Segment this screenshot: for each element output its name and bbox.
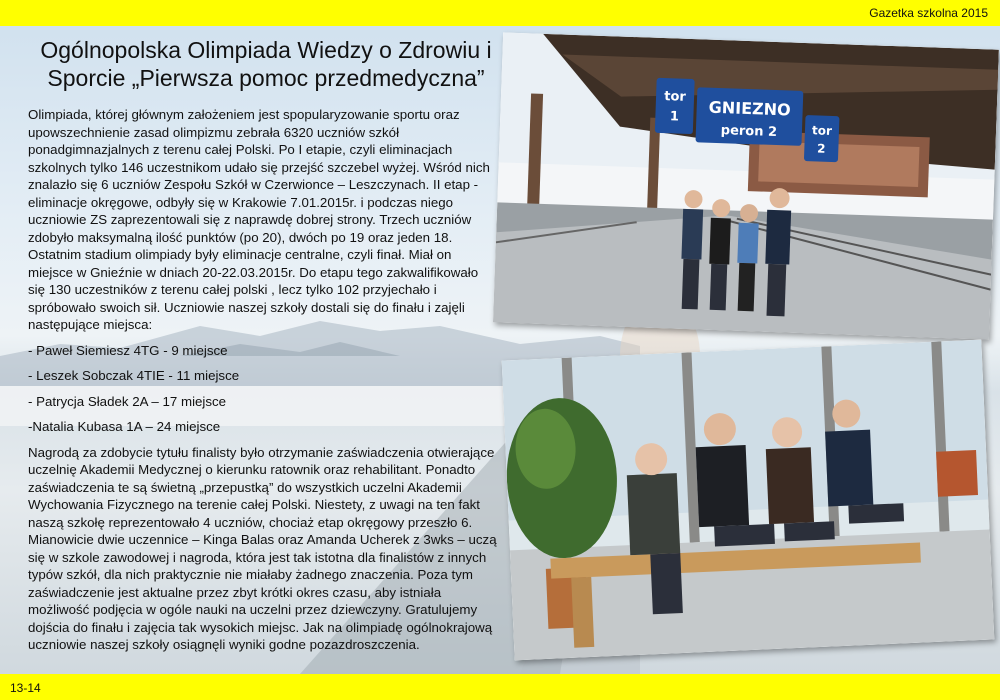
footer-bar: [0, 674, 1000, 700]
result-item: - Leszek Sobczak 4TIE - 11 miejsce: [28, 368, 240, 383]
result-item: - Paweł Siemiesz 4TG - 9 miejsce: [28, 342, 228, 358]
students-bench-image: [502, 340, 995, 661]
railway-station-image: [493, 32, 999, 339]
sign-track-1: [655, 78, 695, 134]
sign-track-1-label: tor: [664, 89, 687, 105]
article-paragraph-2: Nagrodą za zdobycie tytułu finalisty było otrzymanie zaświadczenia otwierające uczelnię Akademii Medycznej o kierunku ratownik oraz rehabilitant. Ponadto zaświadczenia te są świetną „przepustką” do wszystkich uczelni Akademii Wychowania Fizycznego na terenie całej Polski. Niestety, z uwagi na ten fakt naszą szkołę reprezentowało 4 uczniów, chociaż etap okręgowy przeszło 6. Mianowicie dwie uczennice – Kinga Balas oraz Amanda Ucherek z 3wks – uczą się w szkole zawodowej i nagroda, która jest tak istotna dla finalistów z innych typów szkół, dla nich praktycznie nie miałaby żadnego znaczenia. Poza tym zaświadczenie jest aktualne przez zbyt krótki okres czasu, aby istniała możliwość podjęcia w ogóle nauki na uczelni przez dziewczyny. Gratulujemy dojścia do finału i zajęcia tak wysokich miejsc. Jak na olimpiadę ogólnokrajową uczniowie naszej szkoły osiągnęli wyniki godne pozazdroszczenia.: [28, 444, 497, 652]
article-title: Ogólnopolska Olimpiada Wiedzy o Zdrowiu i Sporcie „Pierwsza pomoc przedmedyczna”: [40, 37, 492, 91]
sign-track-2-label: tor: [811, 123, 833, 138]
result-item: - Patrycja Sładek 2A – 17 miejsce: [28, 393, 227, 409]
photo-students-bench: [502, 340, 995, 661]
sign-gniezno-name: GNIEZNO: [708, 97, 792, 120]
sign-track-1-number: 1: [669, 109, 680, 125]
photo-railway-station: [493, 32, 999, 339]
result-item: -Natalia Kubasa 1A – 24 miejsce: [28, 419, 221, 434]
header-bar: [0, 0, 1000, 26]
article-body: [28, 106, 498, 662]
page-number: 13-14: [10, 681, 41, 695]
sign-track-2-number: 2: [816, 141, 826, 156]
article-paragraph-1: Olimpiada, której głównym założeniem jest spopularyzowanie sportu oraz upowszechnienie zasad olimpizmu zebrała 6320 uczniów szkół ponadgimnazjalnych z terenu całej Polski. Po I etapie, czyli eliminacjach szkolnych tylko 146 uczestnikom udało się przejść szczebel wyżej. Wśród nich znalazło się 6 uczniów Zespołu Szkół w Czerwionce – Leszczynach. II etap - eliminacje okręgowe, odbyły się w Krakowie 7.01.2015r. i podczas niego uczniowie ZS zaprezentowali się z naprawdę dobrej strony. Trzech uczniów zdobyło maksymalną ilość punktów (po 20), dwóch po 19 oraz jeden 18. Ostatnim stadium olimpiady były eliminacje centralne, czyli finał. Miał on miejsce w Gnieźnie w dniach 20-22.03.2015r. Do etapu tego zakwalifikowało się 130 uczestników z terenu całej polski , lecz tylko 102 przyjechało i spróbowało swoich sił. Uczniowie naszej szkoły dostali się do finału i zajęli następujące miejsca:: [28, 107, 490, 332]
header-label: Gazetka szkolna 2015: [869, 6, 988, 20]
sign-gniezno-platform: peron 2: [720, 123, 778, 141]
